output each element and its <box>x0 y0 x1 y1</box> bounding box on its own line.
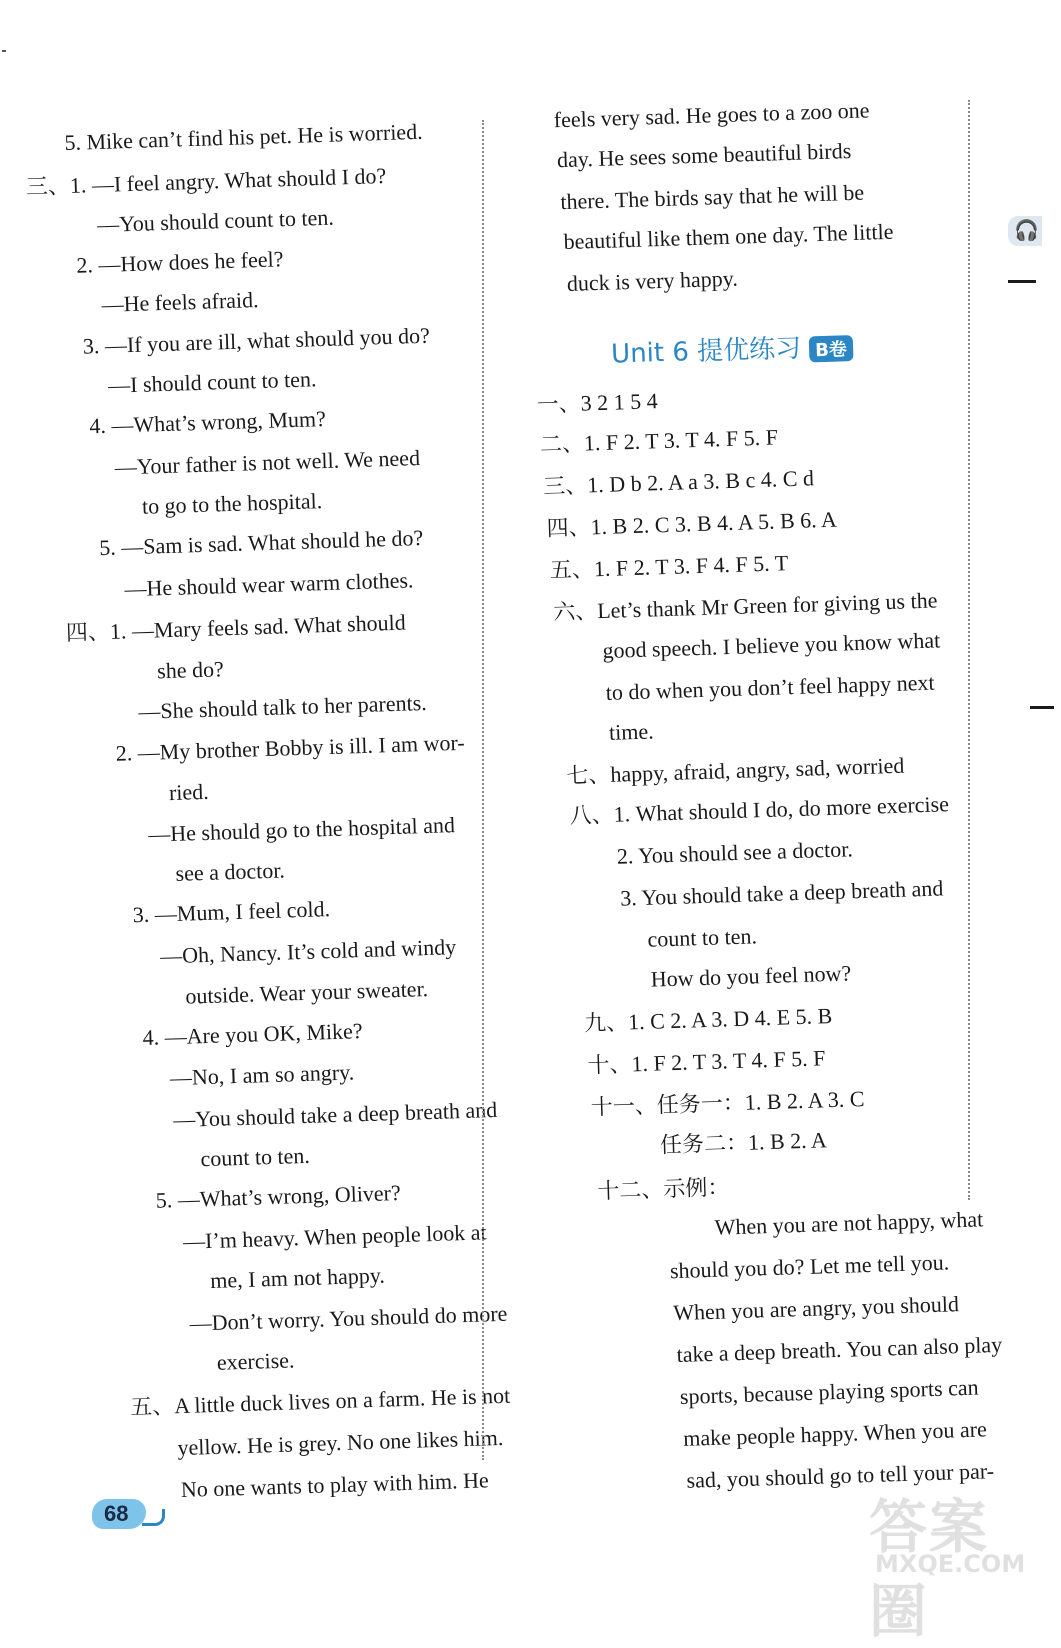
left-answer-line: —He should go to the hospital and <box>147 812 456 847</box>
left-answer-line: see a doctor. <box>175 857 286 886</box>
right-answer-line: 二、1. F 2. T 3. T 4. F 5. F <box>539 424 779 457</box>
right-answer-line: 九、1. C 2. A 3. D 4. E 5. B <box>583 1003 833 1036</box>
right-answer-line: 3. You should take a deep breath and <box>619 875 944 911</box>
corner-mark <box>2 50 6 52</box>
right-answer-line: there. The birds say that he will be <box>559 179 865 215</box>
watermark-text: 答案圈 <box>869 1493 990 1645</box>
left-answer-line: 5. —Sam is sad. What should he do? <box>98 524 424 561</box>
left-answer-line: 三、1. —I feel angry. What should I do? <box>25 162 387 200</box>
right-answer-line: make people happy. When you are <box>682 1416 988 1451</box>
right-answer-line: should you do? Let me tell you. <box>669 1249 950 1284</box>
right-answer-line: sad, you should go to tell your par- <box>686 1458 995 1493</box>
headphone-icon: 🎧 <box>1008 216 1042 246</box>
left-answer-line: —I should count to ten. <box>107 366 317 398</box>
right-answer-line: to do when you don’t feel happy next <box>605 669 935 705</box>
left-answer-line: count to ten. <box>200 1142 311 1172</box>
right-answer-line: 五、1. F 2. T 3. F 4. F 5. T <box>549 550 789 583</box>
left-answer-line: —You should count to ten. <box>96 204 335 238</box>
left-answer-line: —No, I am so angry. <box>169 1059 355 1091</box>
right-answer-line: When you are angry, you should <box>672 1291 960 1326</box>
right-answer-line: duck is very happy. <box>566 265 739 296</box>
left-answer-line: 4. —Are you OK, Mike? <box>142 1018 363 1051</box>
left-answer-line: yellow. He is grey. No one likes him. <box>177 1424 504 1461</box>
right-answer-line: beautiful like them one day. The little <box>563 218 894 255</box>
right-answer-line: 四、1. B 2. C 3. B 4. A 5. B 6. A <box>546 506 838 541</box>
right-answer-line: 十二、示例： <box>597 1174 730 1204</box>
left-answer-line: 5. Mike can’t find his pet. He is worried. <box>64 118 423 156</box>
left-answer-line: 4. —What’s wrong, Mum? <box>89 405 327 439</box>
right-answer-line: 一、3 2 1 5 4 <box>536 388 659 417</box>
right-answer-line: count to ten. <box>647 923 758 952</box>
left-answer-line: 5. —What’s wrong, Oliver? <box>155 1180 402 1213</box>
left-answer-line: —I’m heavy. When people look at <box>182 1219 487 1254</box>
watermark <box>869 1480 1039 1645</box>
left-answer-line: —You should take a deep breath and <box>172 1096 498 1133</box>
left-answer-line: —Oh, Nancy. It’s cold and windy <box>159 934 457 969</box>
page-number-badge <box>92 1495 164 1531</box>
watermark-url: MXQE.COM <box>875 1550 1026 1578</box>
left-answer-line: —She should talk to her parents. <box>138 689 428 724</box>
right-answer-line: 十、1. F 2. T 3. T 4. F 5. F <box>587 1045 826 1078</box>
left-answer-line: —Your father is not well. We need <box>114 445 421 480</box>
right-answer-line: 七、happy, afraid, angry, sad, worried <box>565 752 905 789</box>
unit-title: Unit 6 提优练习 <box>610 333 802 370</box>
left-answer-line: me, I am not happy. <box>209 1262 386 1294</box>
left-answer-line: 3. —Mum, I feel cold. <box>132 896 331 928</box>
left-answer-line: 五、A little duck lives on a farm. He is not <box>129 1382 511 1420</box>
edge-dash <box>1030 706 1054 709</box>
right-answer-line: good speech. I believe you know what <box>602 627 941 664</box>
edge-dash <box>1008 280 1036 283</box>
unit-heading <box>611 326 854 371</box>
right-answer-line: feels very sad. He goes to a zoo one <box>553 97 870 133</box>
page-number: 68 <box>104 1501 129 1526</box>
badge-tail <box>142 1509 165 1526</box>
right-answer-line: 六、Let’s thank Mr Green for giving us the <box>552 587 938 625</box>
left-divider <box>482 120 484 1460</box>
right-divider <box>968 100 970 1200</box>
left-answer-line: ried. <box>168 778 210 806</box>
left-answer-line: No one wants to play with him. He <box>180 1467 490 1503</box>
left-answer-line: she do? <box>156 656 225 684</box>
left-answer-line: 3. —If you are ill, what should you do? <box>82 322 431 359</box>
left-answer-line: —He should wear warm clothes. <box>124 567 414 602</box>
right-answer-line: 三、1. D b 2. A a 3. B c 4. C d <box>542 465 815 499</box>
left-answer-line: 2. —How does he feel? <box>75 246 284 278</box>
right-answer-line: 八、1. What should I do, do more exercise <box>569 791 950 829</box>
right-answer-line: 任务二：1. B 2. A <box>659 1127 828 1158</box>
left-answer-line: —Don’t worry. You should do more <box>189 1300 508 1336</box>
left-answer-line: outside. Wear your sweater. <box>184 976 429 1009</box>
right-answer-line: When you are not happy, what <box>714 1206 984 1240</box>
right-answer-line: take a deep breath. You can also play <box>676 1331 1003 1368</box>
unit-badge: B卷 <box>809 335 854 362</box>
left-answer-line: 2. —My brother Bobby is ill. I am wor- <box>115 729 466 766</box>
left-answer-line: —He feels afraid. <box>101 287 259 317</box>
right-answer-line: 十一、任务一：1. B 2. A 3. C <box>590 1086 865 1120</box>
left-answer-line: exercise. <box>216 1347 295 1375</box>
right-answer-line: sports, because playing sports can <box>679 1374 979 1409</box>
right-answer-line: 2. You should see a doctor. <box>616 836 854 869</box>
left-answer-line: 四、1. —Mary feels sad. What should <box>65 609 407 646</box>
right-answer-line: day. He sees some beautiful birds <box>556 137 852 173</box>
right-answer-line: time. <box>608 718 655 745</box>
left-answer-line: to go to the hospital. <box>141 488 323 519</box>
right-answer-line: How do you feel now? <box>650 960 852 992</box>
